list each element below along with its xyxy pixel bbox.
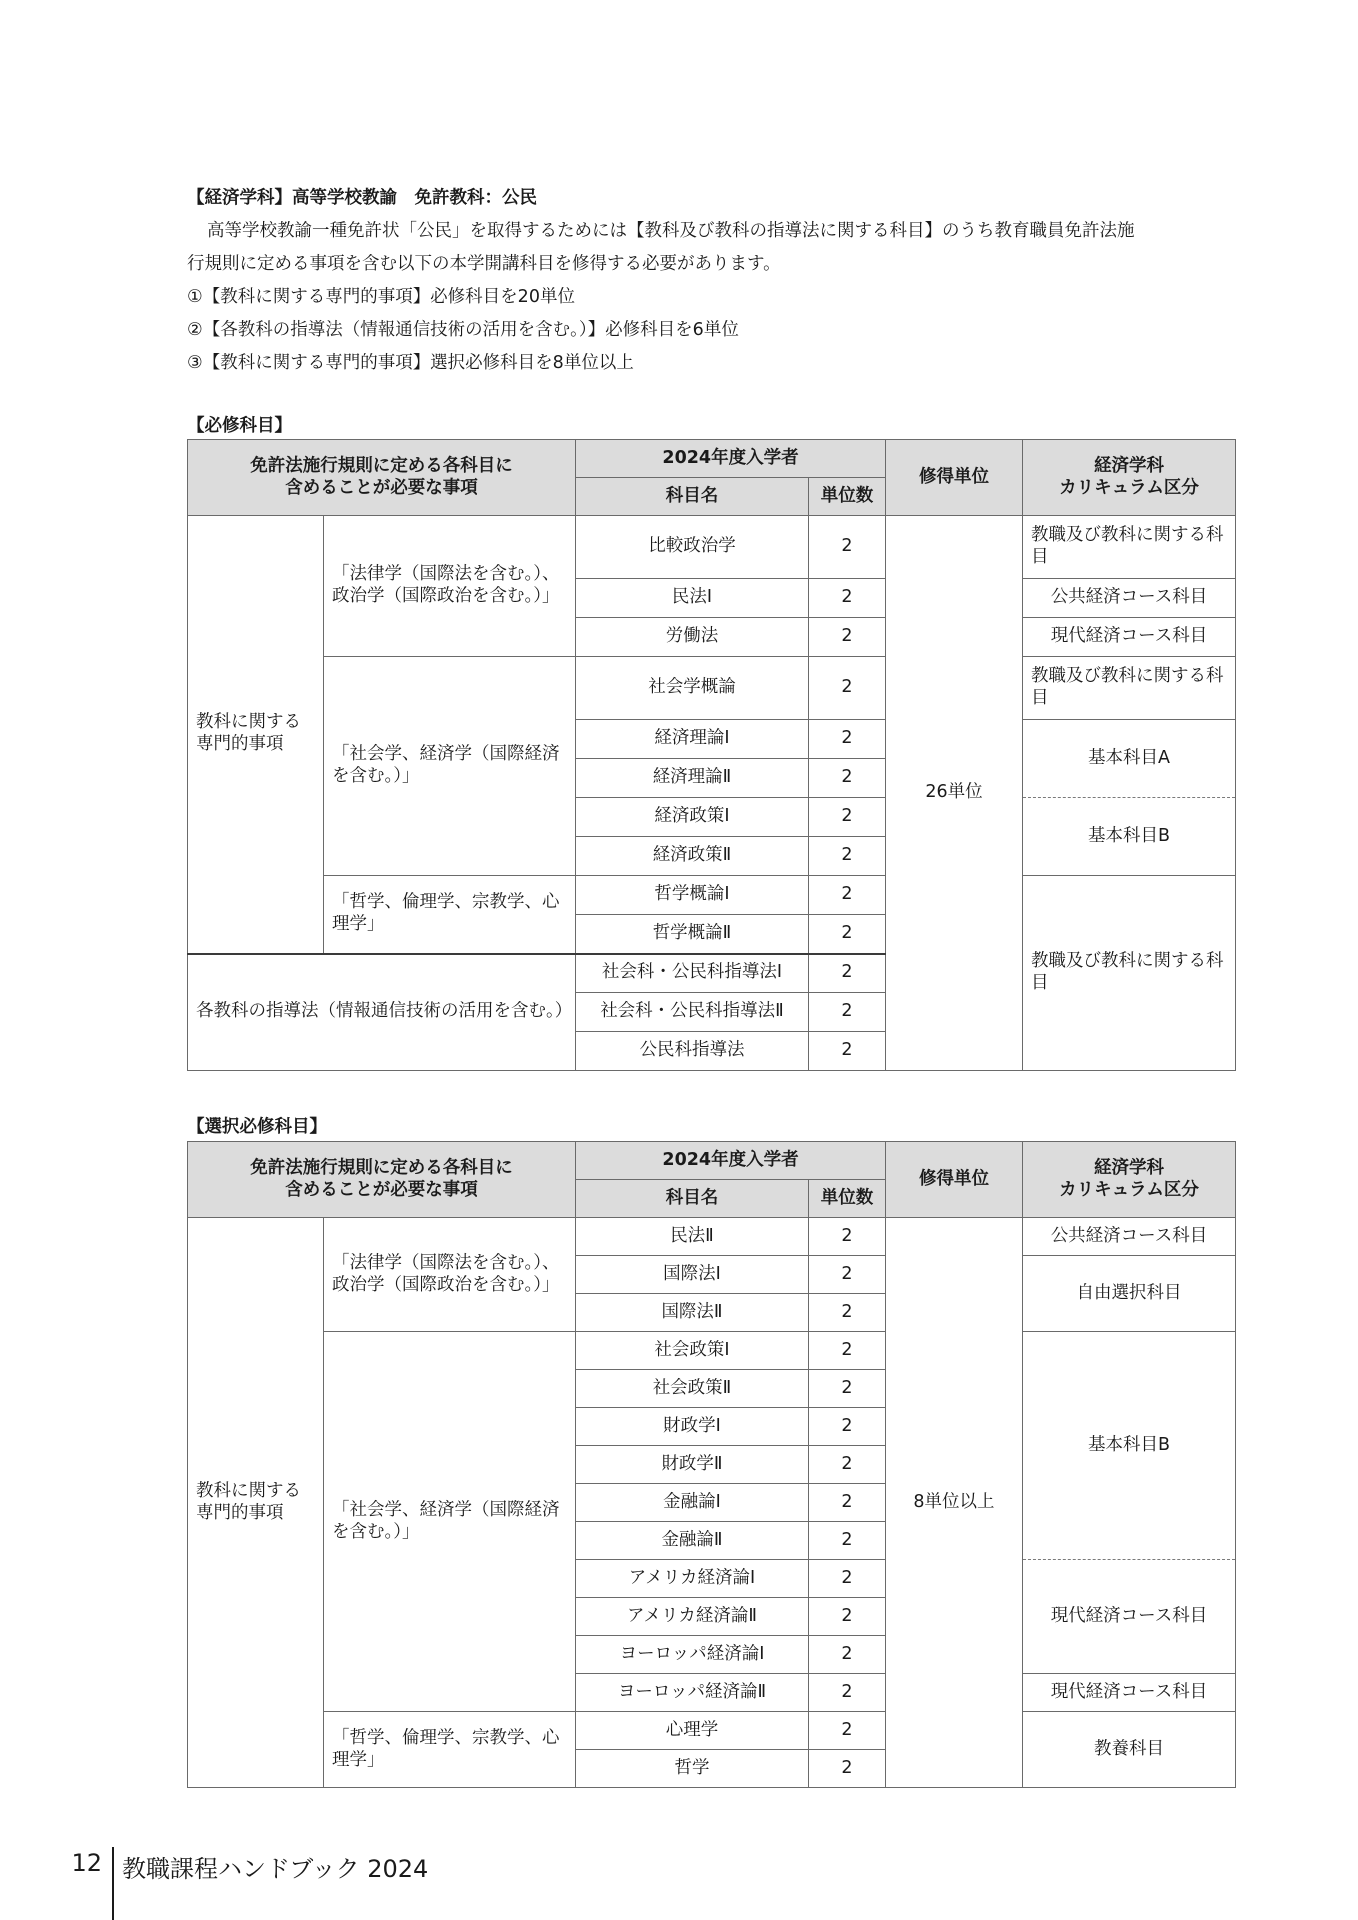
- table-row-subject: 哲学概論Ⅰ: [576, 876, 809, 915]
- header-matter: 免許法施行規則に定める各科目に 含めることが必要な事項: [188, 1142, 576, 1218]
- requirement-item-3: ③【教科に関する専門的事項】選択必修科目を8単位以上: [187, 353, 634, 373]
- category-law-politics: 「法律学（国際法を含む。）、政治学（国際政治を含む。）」: [324, 1218, 576, 1332]
- table-row-units: 2: [809, 1750, 886, 1788]
- required-subjects-table: [187, 439, 1236, 1071]
- table-row-subject: 経済理論Ⅰ: [576, 720, 809, 759]
- table-row-subject: 社会政策Ⅰ: [576, 1332, 809, 1370]
- table-row-units: 2: [809, 1294, 886, 1332]
- curriculum-category: 公共経済コース科目: [1023, 1218, 1236, 1256]
- table-row-units: 2: [809, 1256, 886, 1294]
- table-row-subject: 比較政治学: [576, 516, 809, 579]
- table-row-subject: 哲学: [576, 1750, 809, 1788]
- table-row-subject: 経済政策Ⅱ: [576, 837, 809, 876]
- table-row-subject: 社会学概論: [576, 657, 809, 720]
- page-number: 12: [71, 1849, 102, 1877]
- curriculum-category: 現代経済コース科目: [1023, 1674, 1236, 1712]
- elective-subjects-table: [187, 1141, 1236, 1788]
- table-row-units: 2: [809, 1560, 886, 1598]
- category-sociology-economics: 「社会学、経済学（国際経済を含む。）」: [324, 1332, 576, 1712]
- table-row-subject: 民法Ⅱ: [576, 1218, 809, 1256]
- table-row-units: 2: [809, 618, 886, 657]
- category-main: 教科に関する専門的事項: [188, 1218, 324, 1788]
- footer-divider: [112, 1847, 114, 1920]
- header-year: 2024年度入学者: [576, 440, 886, 478]
- curriculum-category: 教職及び教科に関する科目: [1023, 657, 1236, 720]
- table-row-units: 2: [809, 1218, 886, 1256]
- table-row-units: 2: [809, 1712, 886, 1750]
- curriculum-category: 基本科目A: [1023, 720, 1236, 798]
- category-philosophy: 「哲学、倫理学、宗教学、心理学」: [324, 1712, 576, 1788]
- book-title: 教職課程ハンドブック 2024: [122, 1855, 429, 1883]
- table-row-units: 2: [809, 720, 886, 759]
- header-subject: 科目名: [576, 478, 809, 516]
- category-teaching-method: 各教科の指導法（情報通信技術の活用を含む。）: [188, 954, 576, 1071]
- table-row-units: 2: [809, 954, 886, 993]
- table-row-subject: ヨーロッパ経済論Ⅱ: [576, 1674, 809, 1712]
- curriculum-category: 公共経済コース科目: [1023, 579, 1236, 618]
- table-row-units: 2: [809, 1674, 886, 1712]
- table-row-units: 2: [809, 876, 886, 915]
- table-row-subject: 社会科・公民科指導法Ⅰ: [576, 954, 809, 993]
- table-row-units: 2: [809, 759, 886, 798]
- requirement-item-2: ②【各教科の指導法（情報通信技術の活用を含む。）】必修科目を6単位: [187, 320, 739, 340]
- table-row-subject: 国際法Ⅱ: [576, 1294, 809, 1332]
- table-row-units: 2: [809, 1332, 886, 1370]
- table-row-units: 2: [809, 1484, 886, 1522]
- header-curriculum: 経済学科 カリキュラム区分: [1023, 1142, 1236, 1218]
- section-heading: 【経済学科】高等学校教諭 免許教科：公民: [187, 188, 537, 208]
- table-row-subject: 経済政策Ⅰ: [576, 798, 809, 837]
- curriculum-category: 現代経済コース科目: [1023, 1560, 1236, 1674]
- table-row-subject: 経済理論Ⅱ: [576, 759, 809, 798]
- table-row-subject: 社会科・公民科指導法Ⅱ: [576, 993, 809, 1032]
- intro-paragraph-line-2: 行規則に定める事項を含む以下の本学開講科目を修得する必要があります。: [187, 254, 781, 274]
- header-earned-units: 修得単位: [886, 440, 1023, 516]
- table-row-subject: 民法Ⅰ: [576, 579, 809, 618]
- curriculum-category: 教養科目: [1023, 1712, 1236, 1788]
- table-row-units: 2: [809, 1370, 886, 1408]
- category-sociology-economics: 「社会学、経済学（国際経済を含む。）」: [324, 657, 576, 876]
- table-row-subject: アメリカ経済論Ⅰ: [576, 1560, 809, 1598]
- table-row-units: 2: [809, 915, 886, 954]
- header-units: 単位数: [809, 478, 886, 516]
- requirement-item-1: ①【教科に関する専門的事項】必修科目を20単位: [187, 287, 575, 307]
- table-row-subject: アメリカ経済論Ⅱ: [576, 1598, 809, 1636]
- table-row-subject: 金融論Ⅰ: [576, 1484, 809, 1522]
- category-main: 教科に関する専門的事項: [188, 516, 324, 954]
- table-row-subject: ヨーロッパ経済論Ⅰ: [576, 1636, 809, 1674]
- header-subject: 科目名: [576, 1180, 809, 1218]
- table-row-units: 2: [809, 1598, 886, 1636]
- table-row-units: 2: [809, 516, 886, 579]
- table-row-units: 2: [809, 1522, 886, 1560]
- table-row-units: 2: [809, 1636, 886, 1674]
- table-row-subject: 国際法Ⅰ: [576, 1256, 809, 1294]
- table-row-subject: 財政学Ⅰ: [576, 1408, 809, 1446]
- category-philosophy: 「哲学、倫理学、宗教学、心理学」: [324, 876, 576, 954]
- table-row-units: 2: [809, 993, 886, 1032]
- header-curriculum: 経済学科 カリキュラム区分: [1023, 440, 1236, 516]
- table-row-subject: 金融論Ⅱ: [576, 1522, 809, 1560]
- table-row-units: 2: [809, 837, 886, 876]
- curriculum-category: 自由選択科目: [1023, 1256, 1236, 1332]
- table-row-subject: 心理学: [576, 1712, 809, 1750]
- table-row-units: 2: [809, 798, 886, 837]
- header-earned-units: 修得単位: [886, 1142, 1023, 1218]
- header-matter: 免許法施行規則に定める各科目に 含めることが必要な事項: [188, 440, 576, 516]
- table-row-subject: 社会政策Ⅱ: [576, 1370, 809, 1408]
- table-row-units: 2: [809, 1408, 886, 1446]
- required-table-title: 【必修科目】: [187, 416, 292, 436]
- table-row-units: 2: [809, 657, 886, 720]
- table-row-subject: 労働法: [576, 618, 809, 657]
- earned-units-total: 26単位: [886, 516, 1023, 1071]
- intro-paragraph-line-1: 高等学校教諭一種免許状「公民」を取得するためには【教科及び教科の指導法に関する科目】のうち教育職員免許法施: [207, 221, 1135, 241]
- table-row-units: 2: [809, 579, 886, 618]
- curriculum-category: 基本科目B: [1023, 1332, 1236, 1560]
- table-row-units: 2: [809, 1032, 886, 1071]
- earned-units-total: 8単位以上: [886, 1218, 1023, 1788]
- intro-block: [187, 182, 1247, 380]
- table-row-subject: 公民科指導法: [576, 1032, 809, 1071]
- header-units: 単位数: [809, 1180, 886, 1218]
- table-row-subject: 哲学概論Ⅱ: [576, 915, 809, 954]
- header-year: 2024年度入学者: [576, 1142, 886, 1180]
- category-law-politics: 「法律学（国際法を含む。）、政治学（国際政治を含む。）」: [324, 516, 576, 657]
- table-row-units: 2: [809, 1446, 886, 1484]
- curriculum-category: 教職及び教科に関する科目: [1023, 876, 1236, 1071]
- curriculum-category: 基本科目B: [1023, 798, 1236, 876]
- elective-table-title: 【選択必修科目】: [187, 1117, 327, 1137]
- curriculum-category: 現代経済コース科目: [1023, 618, 1236, 657]
- curriculum-category: 教職及び教科に関する科目: [1023, 516, 1236, 579]
- table-row-subject: 財政学Ⅱ: [576, 1446, 809, 1484]
